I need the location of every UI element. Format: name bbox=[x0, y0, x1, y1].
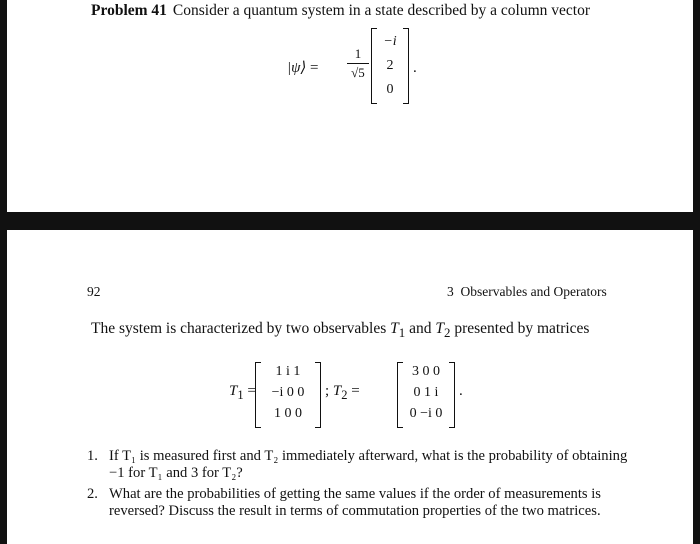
t2-label-symbol: T bbox=[332, 383, 342, 399]
t1-symbol: T bbox=[390, 320, 399, 337]
vector-entry: 0 bbox=[386, 82, 394, 97]
page-top bbox=[7, 0, 693, 212]
question-number: 2. bbox=[87, 486, 98, 502]
matrix-row: 1 i 1 bbox=[275, 364, 301, 379]
problem-label: Problem 41 bbox=[91, 2, 167, 19]
list-item bbox=[87, 448, 632, 482]
t1-subscript: 1 bbox=[398, 325, 406, 341]
fraction-bar bbox=[347, 63, 369, 64]
matrix-row: 0 1 i bbox=[413, 385, 439, 400]
matrix-period: . bbox=[459, 383, 463, 399]
ket-symbol: |ψ⟩ bbox=[287, 60, 307, 76]
problem-statement bbox=[91, 2, 590, 20]
t2-equals: = bbox=[347, 383, 360, 399]
question-list bbox=[87, 448, 632, 524]
matrix-row: −i 0 0 bbox=[271, 385, 305, 400]
chapter-header bbox=[447, 284, 607, 300]
chapter-number: 3 bbox=[447, 284, 454, 299]
intro-sentence bbox=[91, 320, 589, 341]
t1-label-symbol: T bbox=[229, 383, 238, 399]
intro-suffix: presented by matrices bbox=[450, 320, 590, 337]
question-number: 1. bbox=[87, 448, 98, 464]
fraction-numerator: 1 bbox=[354, 46, 362, 61]
matrix-row: 1 0 0 bbox=[274, 406, 302, 421]
t2-matrix bbox=[397, 362, 455, 428]
list-item bbox=[87, 486, 632, 520]
matrix-row: 3 0 0 bbox=[412, 364, 440, 379]
intro-and: and bbox=[405, 320, 436, 337]
chapter-title: Observables and Operators bbox=[460, 284, 607, 299]
t2-subscript: 2 bbox=[443, 325, 451, 341]
question-text: If T₁ is measured first and T₂ immediately afterward, what is the probability of obtaining −1 for T₁ and 3 for T₂? bbox=[109, 448, 628, 481]
question-text: What are the probabilities of getting the same values if the order of measurements is reversed? Discuss the result in terms of commutation properties of the two matrices. bbox=[109, 486, 601, 519]
t2-symbol: T bbox=[435, 320, 444, 337]
fraction-denominator: √5 bbox=[351, 65, 365, 80]
equals-sign: = bbox=[310, 60, 319, 76]
page-bottom bbox=[7, 230, 693, 544]
page-number: 92 bbox=[87, 284, 101, 299]
t1-matrix bbox=[255, 362, 321, 428]
t2-equation-label bbox=[325, 383, 360, 403]
normalization-fraction bbox=[347, 46, 369, 81]
matrix-separator: ; bbox=[325, 383, 333, 399]
problem-text: Consider a quantum system in a state described by a column vector bbox=[172, 2, 591, 19]
vector-period: . bbox=[413, 60, 417, 76]
t1-equals: = bbox=[243, 383, 256, 399]
t2-label-subscript: 2 bbox=[341, 388, 348, 402]
intro-prefix: The system is characterized by two observables bbox=[91, 320, 391, 337]
t1-label-subscript: 1 bbox=[237, 388, 244, 402]
vector-entry: −i bbox=[383, 34, 397, 49]
matrix-row: 0 −i 0 bbox=[409, 406, 443, 421]
t1-equation-label bbox=[229, 383, 256, 403]
vector-entry: 2 bbox=[386, 58, 394, 73]
column-vector bbox=[371, 28, 409, 104]
state-ket bbox=[287, 58, 319, 77]
